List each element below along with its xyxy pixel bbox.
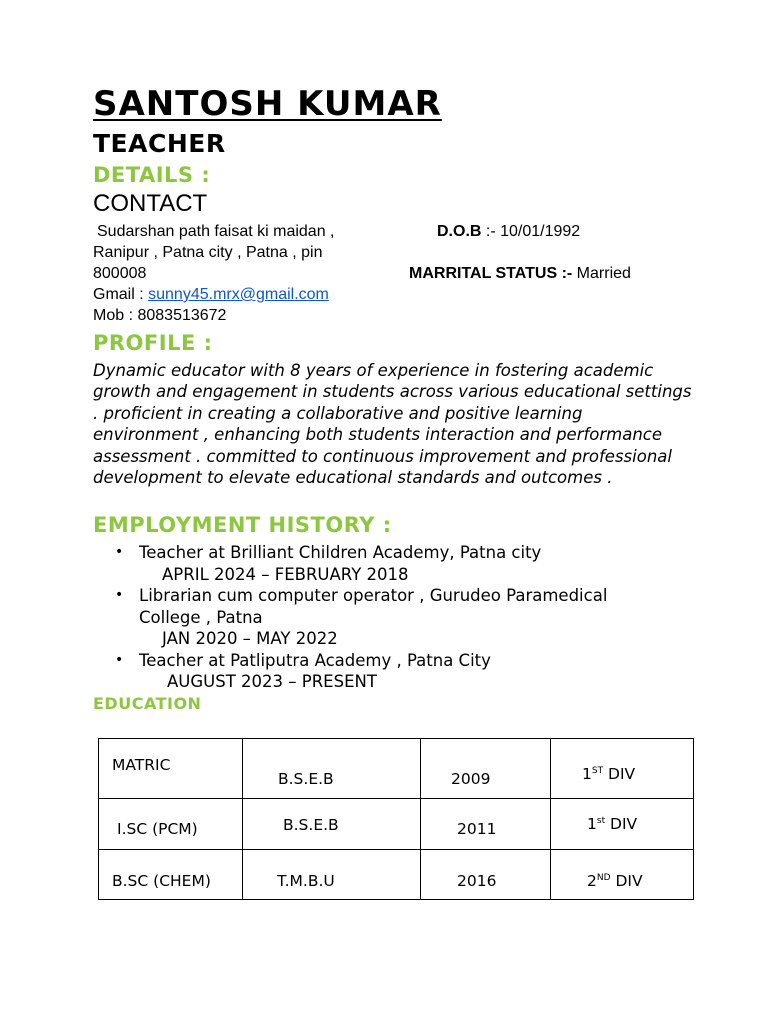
bullet-icon: • bbox=[115, 587, 124, 603]
division-ordinal: st bbox=[596, 815, 606, 826]
gmail-link[interactable]: sunny45.mrx@gmail.com bbox=[148, 286, 329, 303]
table-cell-course: B.SC (CHEM) bbox=[112, 872, 211, 890]
table-cell-board: B.S.E.B bbox=[283, 816, 339, 834]
contact-heading: CONTACT bbox=[93, 190, 208, 217]
profile-summary: Dynamic educator with 8 years of experience in fostering academic growth and engagement in students across various educational settings . proficient in creating a collaborative and positive learning environment , enhancing both students interaction and performance assessment . committed to continuous improvement and professional development to elevate educational standards and outcomes . bbox=[93, 361, 692, 488]
division-label: DIV bbox=[610, 872, 643, 890]
address-line-2: Ranipur , Patna city , Patna , pin bbox=[93, 244, 323, 261]
profile-heading: PROFILE : bbox=[93, 331, 213, 355]
gmail-row bbox=[93, 286, 329, 304]
division-number: 2 bbox=[587, 872, 597, 890]
table-divider bbox=[420, 739, 421, 899]
job-title: Librarian cum computer operator , Gurudeo Paramedical bbox=[139, 586, 608, 605]
address-line-3: 800008 bbox=[93, 265, 147, 282]
dob-label: D.O.B bbox=[437, 223, 482, 240]
address-line-1: Sudarshan path faisat ki maidan , bbox=[97, 223, 335, 240]
mobile-label: Mob : bbox=[93, 307, 138, 324]
dob-row bbox=[437, 223, 580, 241]
mobile-value: 8083513672 bbox=[137, 307, 227, 324]
division-label: DIV bbox=[605, 815, 638, 833]
marital-label: MARRITAL STATUS :- bbox=[409, 265, 573, 282]
job-dates: AUGUST 2023 – PRESENT bbox=[167, 672, 377, 691]
table-cell-division bbox=[582, 765, 635, 783]
dob-value: :- 10/01/1992 bbox=[481, 223, 581, 240]
table-cell-course: MATRIC bbox=[112, 756, 171, 774]
division-ordinal: ND bbox=[596, 872, 611, 883]
candidate-role: TEACHER bbox=[93, 129, 226, 158]
table-divider bbox=[99, 849, 693, 850]
bullet-icon: • bbox=[115, 544, 124, 560]
marital-row bbox=[409, 265, 631, 283]
job-title: Teacher at Patliputra Academy , Patna City bbox=[139, 651, 491, 670]
division-label: DIV bbox=[603, 765, 636, 783]
table-cell-division bbox=[587, 872, 643, 890]
job-title: Teacher at Brilliant Children Academy, Patna city bbox=[139, 543, 542, 562]
employment-heading: EMPLOYMENT HISTORY : bbox=[93, 513, 392, 537]
division-ordinal: ST bbox=[591, 765, 604, 776]
marital-value: Married bbox=[572, 265, 631, 282]
table-divider bbox=[242, 739, 243, 899]
table-cell-year: 2011 bbox=[457, 820, 497, 838]
details-heading: DETAILS : bbox=[93, 163, 211, 187]
mobile-row bbox=[93, 307, 226, 325]
education-heading: EDUCATION bbox=[93, 694, 202, 713]
table-divider bbox=[550, 739, 551, 899]
table-divider bbox=[99, 798, 693, 799]
job-title-continued: College , Patna bbox=[139, 608, 263, 627]
table-cell-board: B.S.E.B bbox=[278, 770, 334, 788]
job-dates: JAN 2020 – MAY 2022 bbox=[162, 629, 338, 648]
job-dates: APRIL 2024 – FEBRUARY 2018 bbox=[162, 565, 409, 584]
candidate-name: SANTOSH KUMAR bbox=[93, 84, 442, 124]
bullet-icon: • bbox=[115, 652, 124, 668]
table-cell-year: 2016 bbox=[457, 872, 497, 890]
table-cell-course: I.SC (PCM) bbox=[117, 820, 198, 838]
table-cell-year: 2009 bbox=[451, 770, 491, 788]
education-table bbox=[98, 738, 694, 900]
division-number: 1 bbox=[582, 765, 592, 783]
division-number: 1 bbox=[587, 815, 597, 833]
table-cell-board: T.M.B.U bbox=[277, 872, 335, 890]
table-cell-division bbox=[587, 815, 637, 833]
gmail-label: Gmail : bbox=[93, 286, 149, 303]
